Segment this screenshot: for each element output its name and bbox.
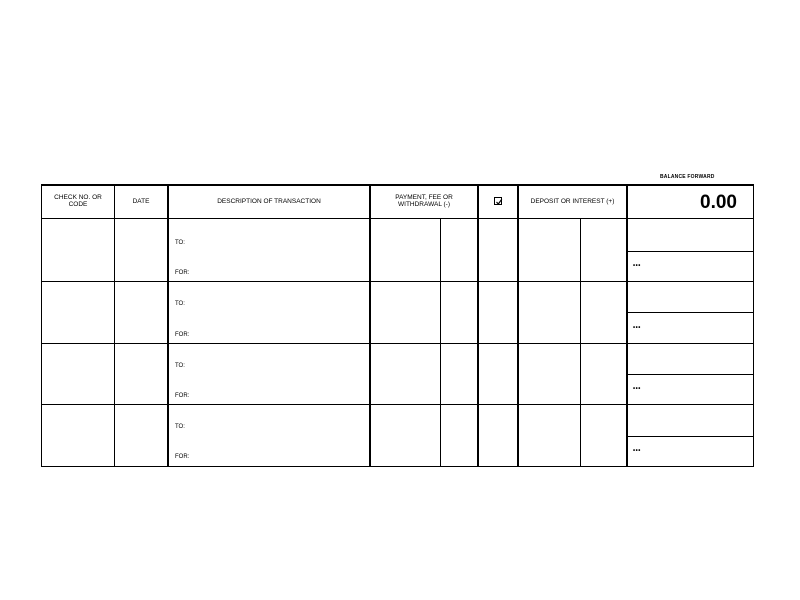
row-2-balance-marker: ••• [633,325,641,331]
balance-forward-value: 0.00 [700,192,737,213]
row-1-to-label: TO: [175,240,185,246]
row-4-to-label: TO: [175,424,185,430]
row-1-balance-marker: ••• [633,263,641,269]
header-description: DESCRIPTION OF TRANSACTION [217,198,321,205]
balance-forward-label: BALANCE FORWARD [660,174,715,180]
table-right-border [753,184,754,467]
column-divider [477,184,479,467]
column-divider [114,184,115,467]
table-left-border [41,184,42,467]
row-1-for-label: FOR: [175,270,190,276]
row-4-balance-marker: ••• [633,448,641,454]
balance-mid-line [627,436,754,437]
row-3-balance-marker: ••• [633,386,641,392]
table-bottom-border [41,466,754,467]
row-divider [41,281,754,282]
header-date: DATE [132,198,150,205]
row-divider [41,404,754,405]
balance-mid-line [627,251,754,252]
column-divider [517,184,519,467]
balance-mid-line [627,312,754,313]
payment-cents-divider [440,218,441,467]
column-divider [626,184,628,467]
header-bottom-border [41,218,754,219]
header-payment: PAYMENT, FEE OR WITHDRAWAL (-) [395,194,453,208]
column-divider [167,184,169,467]
row-divider [41,343,754,344]
checkbox-checked-icon [494,197,502,205]
deposit-cents-divider [580,218,581,467]
row-3-to-label: TO: [175,363,185,369]
header-deposit: DEPOSIT OR INTEREST (+) [530,198,615,205]
table-top-border [41,184,754,186]
row-3-for-label: FOR: [175,393,190,399]
row-2-for-label: FOR: [175,332,190,338]
balance-mid-line [627,374,754,375]
row-2-to-label: TO: [175,301,185,307]
row-4-for-label: FOR: [175,454,190,460]
check-register-table [41,184,754,467]
column-divider [369,184,371,467]
header-check-no: CHECK NO. OR CODE [54,194,102,208]
